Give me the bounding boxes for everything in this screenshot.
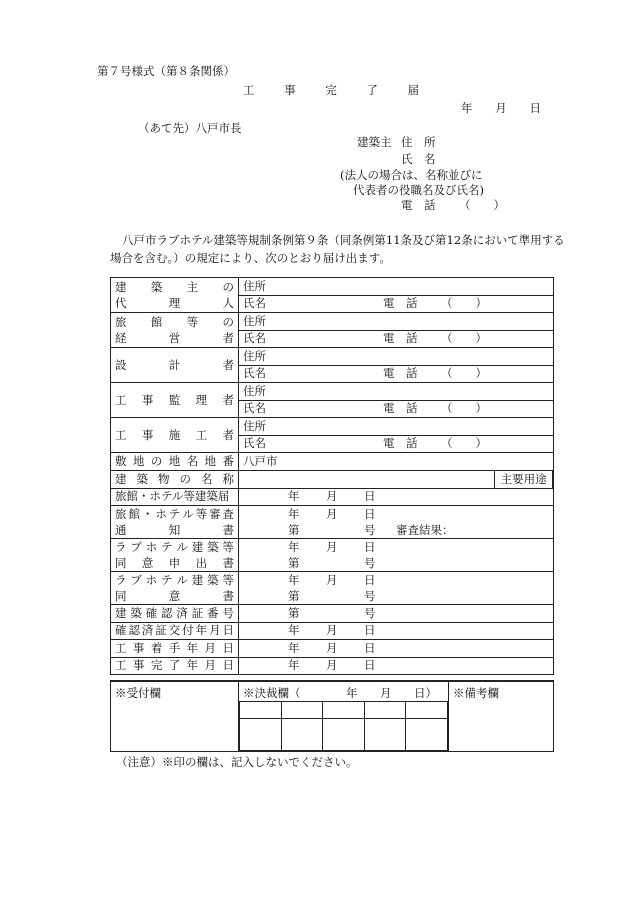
stamp-cell[interactable] (323, 702, 365, 719)
decision-box (239, 681, 449, 752)
review-notice-field[interactable]: 年 月 日 第 号 審査結果： (239, 506, 554, 539)
agent-name-field[interactable]: 氏名 電 話 （ ） (239, 295, 554, 313)
operator-name-field[interactable]: 氏名 電 話 （ ） (239, 330, 554, 348)
title-char: 了 (366, 83, 378, 97)
hotel-notice-date[interactable]: 年 月 日 (239, 488, 554, 506)
site-label: 敷 地 の 地 名 地 番 (111, 453, 239, 471)
date-day: 日 (529, 101, 541, 115)
applicant-role: 建築主 (357, 135, 392, 149)
agent-label: 建 築 主 の 代 理 人 (111, 278, 239, 313)
applicant-address-label: 住 所 (401, 135, 436, 149)
certificate-number-label: 建 築 確 認 済 証 番 号 (111, 605, 239, 623)
office-use-table (110, 680, 554, 752)
submission-date (461, 100, 541, 116)
consent-field[interactable]: 年 月 日 第 号 (239, 572, 554, 605)
stamp-cell[interactable] (323, 719, 365, 751)
form-number: 第７号様式（第８条関係） (97, 64, 235, 78)
construction-start-field[interactable]: 年 月 日 (239, 640, 554, 658)
operator-address-field[interactable]: 住所 (239, 313, 554, 331)
construction-finish-label: 工 事 完 了 年 月 日 (111, 657, 239, 675)
title-char: 事 (284, 83, 296, 97)
designer-label: 設 計 者 (111, 348, 239, 383)
contractor-address-field[interactable]: 住所 (239, 418, 554, 436)
designer-address-field[interactable]: 住所 (239, 348, 554, 366)
consent-request-label: ラ ブ ホ テ ル 建 築 等 同 意 申 出 書 (111, 539, 239, 572)
decision-header: ※決裁欄（ 年 月 日） (243, 686, 437, 700)
stamp-cell[interactable] (364, 719, 406, 751)
certificate-date-label: 確 認 済 証 交 付 年 月 日 (111, 622, 239, 640)
site-field[interactable]: 八戸市 (239, 453, 554, 471)
remarks-box (449, 681, 554, 752)
reception-box (111, 681, 239, 752)
certificate-date-field[interactable]: 年 月 日 (239, 622, 554, 640)
consent-request-field[interactable]: 年 月 日 第 号 (239, 539, 554, 572)
supervisor-name-field[interactable]: 氏名 電 話 （ ） (239, 400, 554, 418)
remarks-label: ※備考欄 (453, 686, 499, 700)
body-text-line2: 場合を含む。）の規定により、次のとおり届け出ます。 (110, 251, 391, 265)
stamp-cell[interactable] (364, 702, 406, 719)
corporate-note-2: 代表者の役職名及び氏名) (353, 183, 484, 197)
corporate-note-1: (法人の場合は、名称並びに (340, 168, 483, 182)
stamp-cell[interactable] (406, 702, 448, 719)
date-month: 月 (495, 101, 507, 115)
supervisor-address-field[interactable]: 住所 (239, 383, 554, 401)
contractor-name-field[interactable]: 氏名 電 話 （ ） (239, 435, 554, 453)
reception-label: ※受付欄 (115, 686, 161, 700)
title-char: 届 (407, 83, 419, 97)
applicant-phone-paren: （ ） (459, 198, 505, 212)
date-year: 年 (461, 101, 473, 115)
stamp-cell[interactable] (281, 702, 323, 719)
stamp-cell[interactable] (406, 719, 448, 751)
applicant-phone-label: 電 話 (401, 198, 436, 212)
consent-label: ラ ブ ホ テ ル 建 築 等 同 意 書 (111, 572, 239, 605)
applicant-name-label: 氏 名 (401, 152, 436, 166)
construction-finish-field[interactable]: 年 月 日 (239, 657, 554, 675)
stamp-cell[interactable] (281, 719, 323, 751)
completion-form-table (110, 277, 554, 675)
stamp-cell[interactable] (240, 719, 282, 751)
supervisor-label: 工 事 監 理 者 (111, 383, 239, 418)
addressee: （あて先）八戸市長 (138, 121, 242, 135)
building-name-label: 建 築 物 の 名 称 (111, 470, 239, 488)
hotel-notice-label: 旅館・ホテル等建築届 (111, 488, 239, 506)
construction-start-label: 工 事 着 手 年 月 日 (111, 640, 239, 658)
footnote: （注意）※印の欄は、記入しないでください。 (116, 755, 358, 769)
body-text-line1: 八戸市ラブホテル建築等規制条例第９条（同条例第11条及び第12条において準用する (122, 233, 565, 247)
designer-name-field[interactable]: 氏名 電 話 （ ） (239, 365, 554, 383)
agent-address-field[interactable]: 住所 (239, 278, 554, 296)
title-char: 完 (325, 83, 337, 97)
contractor-label: 工 事 施 工 者 (111, 418, 239, 453)
main-usage-label: 主要用途 (494, 471, 553, 488)
stamp-cell[interactable] (240, 702, 282, 719)
building-name-field[interactable] (239, 470, 554, 488)
certificate-number-field[interactable]: 第 号 (239, 605, 554, 623)
operator-label: 旅 館 等 の 経 営 者 (111, 313, 239, 348)
title-char: 工 (243, 83, 255, 97)
decision-stamp-grid (239, 701, 448, 751)
review-notice-label: 旅 館 ・ ホ テ ル 等 審 査 通 知 書 (111, 506, 239, 539)
form-title (243, 82, 419, 98)
